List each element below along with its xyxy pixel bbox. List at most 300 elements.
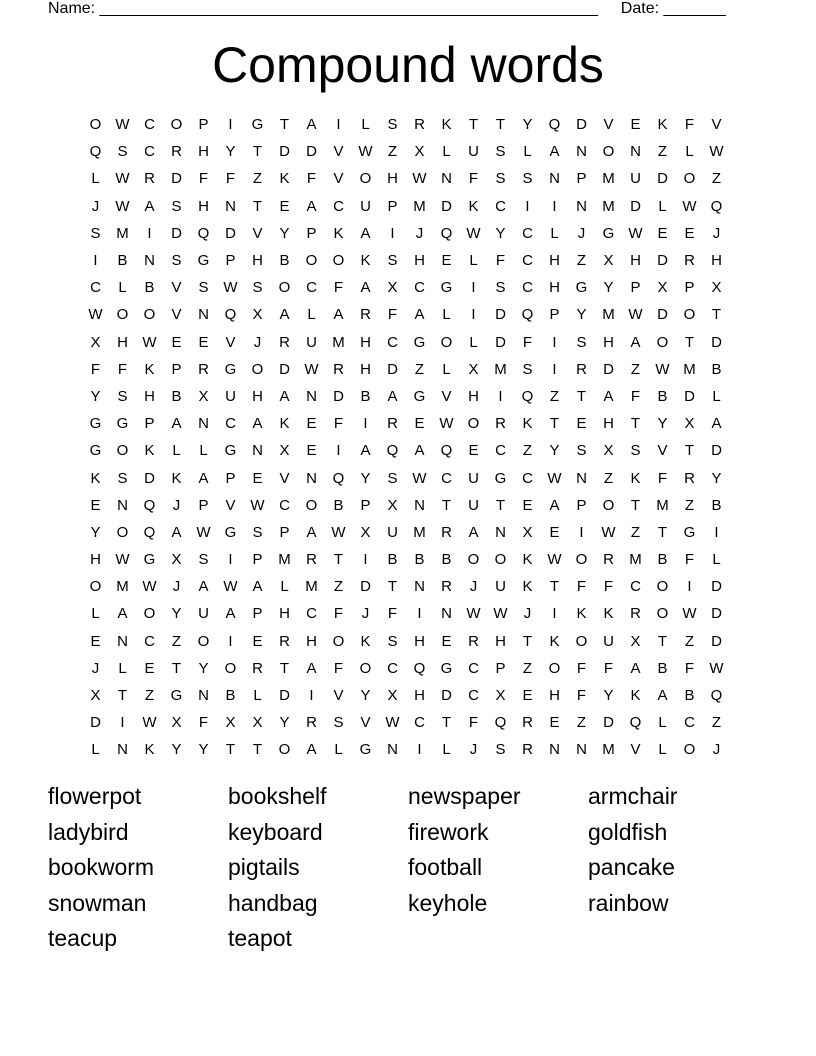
grid-letter[interactable]: D <box>495 333 506 351</box>
grid-letter[interactable]: A <box>603 387 614 405</box>
grid-letter[interactable]: T <box>252 143 263 161</box>
grid-letter[interactable]: N <box>576 741 587 759</box>
grid-letter[interactable]: W <box>250 496 265 514</box>
grid-letter[interactable]: E <box>414 415 425 433</box>
grid-letter[interactable]: C <box>495 442 506 460</box>
grid-letter[interactable]: O <box>89 116 102 134</box>
grid-letter[interactable]: L <box>442 306 451 324</box>
grid-letter[interactable]: F <box>576 659 587 677</box>
grid-letter[interactable]: O <box>683 306 696 324</box>
grid-letter[interactable]: R <box>576 360 587 378</box>
grid-letter[interactable]: H <box>252 387 263 405</box>
grid-letter[interactable]: V <box>252 224 263 242</box>
grid-letter[interactable]: N <box>198 415 209 433</box>
grid-letter[interactable]: O <box>575 551 588 569</box>
grid-letter[interactable]: D <box>657 306 668 324</box>
grid-letter[interactable]: U <box>603 632 614 650</box>
grid-letter[interactable]: E <box>90 632 101 650</box>
grid-letter[interactable]: B <box>441 551 452 569</box>
grid-letter[interactable]: I <box>363 415 368 433</box>
grid-letter[interactable]: K <box>360 252 371 270</box>
grid-letter[interactable]: Q <box>548 116 561 134</box>
grid-letter[interactable]: L <box>658 714 667 732</box>
grid-letter[interactable]: K <box>522 578 533 596</box>
grid-letter[interactable]: Z <box>657 143 668 161</box>
grid-letter[interactable]: H <box>468 387 479 405</box>
grid-letter[interactable]: H <box>198 143 209 161</box>
grid-letter[interactable]: N <box>549 170 560 188</box>
grid-letter[interactable]: C <box>144 116 155 134</box>
grid-letter[interactable]: A <box>144 197 155 215</box>
grid-letter[interactable]: S <box>333 714 344 732</box>
grid-letter[interactable]: W <box>115 170 130 188</box>
grid-letter[interactable]: N <box>252 442 263 460</box>
grid-letter[interactable]: D <box>360 578 371 596</box>
grid-letter[interactable]: V <box>630 741 641 759</box>
grid-letter[interactable]: K <box>603 605 614 623</box>
grid-letter[interactable]: E <box>657 224 668 242</box>
grid-letter[interactable]: G <box>359 741 372 759</box>
grid-letter[interactable]: C <box>684 714 695 732</box>
grid-letter[interactable]: P <box>252 551 263 569</box>
grid-letter[interactable]: D <box>171 170 182 188</box>
grid-letter[interactable]: L <box>199 442 208 460</box>
grid-letter[interactable]: K <box>549 632 560 650</box>
grid-letter[interactable]: D <box>603 714 614 732</box>
grid-letter[interactable]: Z <box>171 632 182 650</box>
grid-letter[interactable]: R <box>495 415 506 433</box>
grid-letter[interactable]: F <box>495 252 506 270</box>
grid-letter[interactable]: M <box>602 170 615 188</box>
grid-letter[interactable]: S <box>198 279 209 297</box>
grid-letter[interactable]: I <box>579 523 584 541</box>
grid-letter[interactable]: F <box>333 279 344 297</box>
grid-letter[interactable]: Q <box>197 224 210 242</box>
grid-letter[interactable]: E <box>549 523 560 541</box>
grid-letter[interactable]: Q <box>89 143 102 161</box>
grid-letter[interactable]: U <box>225 387 236 405</box>
grid-letter[interactable]: C <box>468 687 479 705</box>
grid-letter[interactable]: D <box>441 197 452 215</box>
grid-letter[interactable]: Q <box>710 197 723 215</box>
grid-letter[interactable]: V <box>441 387 452 405</box>
grid-letter[interactable]: Y <box>576 306 587 324</box>
grid-letter[interactable]: K <box>144 360 155 378</box>
grid-letter[interactable]: L <box>550 224 559 242</box>
grid-letter[interactable]: I <box>390 224 395 242</box>
grid-letter[interactable]: R <box>252 659 263 677</box>
grid-letter[interactable]: L <box>658 741 667 759</box>
grid-letter[interactable]: D <box>657 252 668 270</box>
grid-letter[interactable]: K <box>576 605 587 623</box>
grid-letter[interactable]: C <box>144 632 155 650</box>
grid-letter[interactable]: Z <box>630 360 641 378</box>
grid-letter[interactable]: S <box>576 442 587 460</box>
grid-letter[interactable]: S <box>117 143 128 161</box>
grid-letter[interactable]: T <box>279 116 290 134</box>
grid-letter[interactable]: H <box>549 279 560 297</box>
grid-letter[interactable]: C <box>90 279 101 297</box>
grid-letter[interactable]: D <box>279 687 290 705</box>
grid-letter[interactable]: S <box>495 170 506 188</box>
grid-letter[interactable]: Z <box>711 170 722 188</box>
grid-letter[interactable]: M <box>656 496 669 514</box>
grid-letter[interactable]: P <box>360 496 371 514</box>
grid-letter[interactable]: H <box>603 415 614 433</box>
grid-letter[interactable]: J <box>712 224 721 242</box>
grid-letter[interactable]: M <box>116 578 129 596</box>
grid-letter[interactable]: R <box>522 741 533 759</box>
grid-letter[interactable]: W <box>223 578 238 596</box>
grid-letter[interactable]: I <box>336 116 341 134</box>
grid-letter[interactable]: O <box>224 659 237 677</box>
grid-letter[interactable]: S <box>387 469 398 487</box>
grid-letter[interactable]: Q <box>494 714 507 732</box>
grid-letter[interactable]: Y <box>198 741 209 759</box>
grid-letter[interactable]: I <box>417 605 422 623</box>
grid-letter[interactable]: K <box>522 551 533 569</box>
grid-letter[interactable]: F <box>387 605 398 623</box>
grid-letter[interactable]: Q <box>386 442 399 460</box>
grid-letter[interactable]: A <box>468 523 479 541</box>
grid-letter[interactable]: H <box>414 252 425 270</box>
grid-letter[interactable]: A <box>549 496 560 514</box>
grid-letter[interactable]: C <box>333 197 344 215</box>
grid-letter[interactable]: X <box>171 551 182 569</box>
grid-letter[interactable]: W <box>682 197 697 215</box>
grid-letter[interactable]: A <box>711 415 722 433</box>
grid-letter[interactable]: O <box>89 578 102 596</box>
grid-letter[interactable]: S <box>252 523 263 541</box>
grid-letter[interactable]: F <box>198 714 209 732</box>
grid-letter[interactable]: N <box>576 469 587 487</box>
grid-letter[interactable]: A <box>657 687 668 705</box>
grid-letter[interactable]: D <box>279 360 290 378</box>
grid-letter[interactable]: T <box>387 578 398 596</box>
grid-letter[interactable]: Q <box>413 659 426 677</box>
grid-letter[interactable]: Y <box>279 224 290 242</box>
grid-letter[interactable]: O <box>575 632 588 650</box>
grid-letter[interactable]: C <box>225 415 236 433</box>
grid-letter[interactable]: C <box>522 224 533 242</box>
grid-letter[interactable]: A <box>198 578 209 596</box>
grid-letter[interactable]: L <box>253 687 262 705</box>
grid-letter[interactable]: H <box>279 605 290 623</box>
grid-letter[interactable]: K <box>630 687 641 705</box>
grid-letter[interactable]: X <box>279 442 290 460</box>
grid-letter[interactable]: M <box>413 523 426 541</box>
grid-letter[interactable]: E <box>252 632 263 650</box>
grid-letter[interactable]: X <box>171 714 182 732</box>
grid-letter[interactable]: J <box>469 741 478 759</box>
grid-letter[interactable]: Q <box>521 387 534 405</box>
grid-letter[interactable]: V <box>225 496 236 514</box>
grid-letter[interactable]: X <box>225 714 236 732</box>
grid-letter[interactable]: M <box>683 360 696 378</box>
grid-letter[interactable]: V <box>279 469 290 487</box>
grid-letter[interactable]: F <box>387 306 398 324</box>
grid-letter[interactable]: W <box>439 415 454 433</box>
grid-letter[interactable]: V <box>360 714 371 732</box>
grid-letter[interactable]: Z <box>684 496 695 514</box>
grid-letter[interactable]: K <box>279 170 290 188</box>
grid-letter[interactable]: S <box>495 143 506 161</box>
grid-letter[interactable]: S <box>522 360 533 378</box>
grid-letter[interactable]: R <box>468 632 479 650</box>
grid-letter[interactable]: V <box>657 442 668 460</box>
grid-letter[interactable]: R <box>306 551 317 569</box>
grid-letter[interactable]: Z <box>522 659 533 677</box>
grid-letter[interactable]: F <box>306 170 317 188</box>
grid-letter[interactable]: U <box>630 170 641 188</box>
grid-letter[interactable]: X <box>684 415 695 433</box>
grid-letter[interactable]: Q <box>629 714 642 732</box>
grid-letter[interactable]: F <box>603 659 614 677</box>
grid-letter[interactable]: Y <box>90 387 101 405</box>
grid-letter[interactable]: I <box>498 387 503 405</box>
grid-letter[interactable]: Q <box>143 523 156 541</box>
grid-letter[interactable]: W <box>115 116 130 134</box>
grid-letter[interactable]: A <box>198 469 209 487</box>
grid-letter[interactable]: A <box>360 279 371 297</box>
grid-letter[interactable]: O <box>170 116 183 134</box>
grid-letter[interactable]: F <box>657 469 668 487</box>
grid-letter[interactable]: V <box>711 116 722 134</box>
grid-letter[interactable]: Y <box>171 741 182 759</box>
grid-letter[interactable]: T <box>549 578 560 596</box>
grid-letter[interactable]: R <box>441 523 452 541</box>
grid-letter[interactable]: C <box>414 279 425 297</box>
grid-letter[interactable]: E <box>144 659 155 677</box>
grid-letter[interactable]: O <box>602 496 615 514</box>
grid-letter[interactable]: T <box>630 496 641 514</box>
grid-letter[interactable]: X <box>603 442 614 460</box>
grid-letter[interactable]: T <box>252 197 263 215</box>
grid-letter[interactable]: H <box>360 333 371 351</box>
grid-letter[interactable]: L <box>118 279 127 297</box>
grid-letter[interactable]: O <box>278 741 291 759</box>
grid-letter[interactable]: J <box>469 578 478 596</box>
grid-letter[interactable]: Z <box>576 252 587 270</box>
grid-letter[interactable]: X <box>387 279 398 297</box>
grid-letter[interactable]: X <box>90 333 101 351</box>
grid-letter[interactable]: B <box>711 496 722 514</box>
grid-letter[interactable]: F <box>576 687 587 705</box>
grid-letter[interactable]: W <box>304 360 319 378</box>
grid-letter[interactable]: X <box>657 279 668 297</box>
grid-letter[interactable]: Q <box>521 306 534 324</box>
grid-letter[interactable]: O <box>656 605 669 623</box>
grid-letter[interactable]: R <box>279 333 290 351</box>
grid-letter[interactable]: B <box>387 551 398 569</box>
grid-letter[interactable]: B <box>711 360 722 378</box>
grid-letter[interactable]: X <box>603 252 614 270</box>
grid-letter[interactable]: O <box>467 551 480 569</box>
grid-letter[interactable]: J <box>172 496 181 514</box>
grid-letter[interactable]: P <box>576 496 587 514</box>
grid-letter[interactable]: W <box>547 469 562 487</box>
grid-letter[interactable]: Q <box>224 306 237 324</box>
grid-letter[interactable]: V <box>603 116 614 134</box>
grid-letter[interactable]: J <box>172 578 181 596</box>
grid-letter[interactable]: L <box>442 741 451 759</box>
grid-letter[interactable]: L <box>658 197 667 215</box>
grid-letter[interactable]: L <box>91 170 100 188</box>
grid-letter[interactable]: C <box>522 279 533 297</box>
grid-letter[interactable]: G <box>224 523 237 541</box>
grid-letter[interactable]: P <box>144 415 155 433</box>
grid-letter[interactable]: F <box>90 360 101 378</box>
grid-letter[interactable]: D <box>630 197 641 215</box>
grid-letter[interactable]: G <box>116 415 129 433</box>
grid-letter[interactable]: N <box>144 252 155 270</box>
grid-letter[interactable]: K <box>171 469 182 487</box>
grid-letter[interactable]: H <box>630 252 641 270</box>
grid-letter[interactable]: J <box>523 605 532 623</box>
grid-letter[interactable]: O <box>278 279 291 297</box>
grid-letter[interactable]: W <box>115 551 130 569</box>
grid-letter[interactable]: Z <box>711 714 722 732</box>
grid-letter[interactable]: N <box>576 143 587 161</box>
grid-letter[interactable]: R <box>144 170 155 188</box>
grid-letter[interactable]: O <box>548 659 561 677</box>
grid-letter[interactable]: Y <box>495 224 506 242</box>
grid-letter[interactable]: X <box>495 687 506 705</box>
grid-letter[interactable]: S <box>90 224 101 242</box>
grid-letter[interactable]: N <box>117 632 128 650</box>
grid-letter[interactable]: J <box>361 605 370 623</box>
grid-letter[interactable]: I <box>147 224 152 242</box>
grid-letter[interactable]: B <box>657 659 668 677</box>
grid-letter[interactable]: L <box>442 360 451 378</box>
grid-letter[interactable]: R <box>387 415 398 433</box>
grid-letter[interactable]: Z <box>252 170 263 188</box>
grid-letter[interactable]: R <box>603 551 614 569</box>
grid-letter[interactable]: O <box>602 143 615 161</box>
grid-letter[interactable]: Z <box>144 687 155 705</box>
grid-letter[interactable]: H <box>90 551 101 569</box>
grid-letter[interactable]: T <box>549 415 560 433</box>
grid-letter[interactable]: N <box>441 605 452 623</box>
grid-letter[interactable]: Y <box>711 469 722 487</box>
grid-letter[interactable]: T <box>630 415 641 433</box>
grid-letter[interactable]: A <box>630 333 641 351</box>
grid-letter[interactable]: K <box>279 415 290 433</box>
grid-letter[interactable]: K <box>657 116 668 134</box>
grid-letter[interactable]: P <box>198 116 209 134</box>
grid-letter[interactable]: G <box>440 659 453 677</box>
grid-letter[interactable]: H <box>549 252 560 270</box>
grid-letter[interactable]: E <box>306 442 317 460</box>
grid-letter[interactable]: A <box>279 387 290 405</box>
grid-letter[interactable]: Q <box>710 687 723 705</box>
grid-letter[interactable]: F <box>522 333 533 351</box>
grid-letter[interactable]: U <box>468 143 479 161</box>
grid-letter[interactable]: O <box>116 523 129 541</box>
grid-letter[interactable]: D <box>171 224 182 242</box>
grid-letter[interactable]: P <box>576 170 587 188</box>
grid-letter[interactable]: W <box>466 224 481 242</box>
grid-letter[interactable]: W <box>493 605 508 623</box>
grid-letter[interactable]: A <box>252 415 263 433</box>
grid-letter[interactable]: B <box>414 551 425 569</box>
grid-letter[interactable]: S <box>522 170 533 188</box>
grid-letter[interactable]: Y <box>522 116 533 134</box>
grid-letter[interactable]: A <box>171 523 182 541</box>
grid-letter[interactable]: T <box>441 714 452 732</box>
grid-letter[interactable]: I <box>336 442 341 460</box>
grid-letter[interactable]: N <box>576 197 587 215</box>
grid-letter[interactable]: G <box>494 469 507 487</box>
grid-letter[interactable]: O <box>197 632 210 650</box>
grid-letter[interactable]: X <box>522 523 533 541</box>
grid-letter[interactable]: G <box>602 224 615 242</box>
grid-letter[interactable]: A <box>360 224 371 242</box>
grid-letter[interactable]: C <box>522 469 533 487</box>
grid-letter[interactable]: A <box>306 659 317 677</box>
grid-letter[interactable]: E <box>441 632 452 650</box>
grid-letter[interactable]: X <box>252 714 263 732</box>
grid-letter[interactable]: N <box>495 523 506 541</box>
grid-letter[interactable]: R <box>441 578 452 596</box>
grid-letter[interactable]: Z <box>630 523 641 541</box>
grid-letter[interactable]: C <box>144 143 155 161</box>
grid-letter[interactable]: G <box>413 333 426 351</box>
grid-letter[interactable]: L <box>712 551 721 569</box>
grid-letter[interactable]: I <box>552 360 557 378</box>
grid-letter[interactable]: Z <box>414 360 425 378</box>
grid-letter[interactable]: L <box>442 143 451 161</box>
grid-letter[interactable]: O <box>494 551 507 569</box>
grid-letter[interactable]: S <box>117 469 128 487</box>
grid-letter[interactable]: W <box>88 306 103 324</box>
grid-letter[interactable]: M <box>278 551 291 569</box>
grid-letter[interactable]: F <box>630 387 641 405</box>
grid-letter[interactable]: R <box>522 714 533 732</box>
grid-letter[interactable]: W <box>115 197 130 215</box>
grid-letter[interactable]: P <box>549 306 560 324</box>
grid-letter[interactable]: N <box>117 496 128 514</box>
grid-letter[interactable]: V <box>333 687 344 705</box>
grid-letter[interactable]: C <box>468 659 479 677</box>
grid-letter[interactable]: H <box>306 632 317 650</box>
grid-letter[interactable]: T <box>333 551 344 569</box>
grid-letter[interactable]: M <box>332 333 345 351</box>
grid-letter[interactable]: M <box>413 197 426 215</box>
grid-letter[interactable]: Y <box>225 143 236 161</box>
grid-letter[interactable]: G <box>224 360 237 378</box>
grid-letter[interactable]: T <box>522 632 533 650</box>
grid-letter[interactable]: A <box>414 442 425 460</box>
grid-letter[interactable]: F <box>198 170 209 188</box>
grid-letter[interactable]: X <box>387 496 398 514</box>
grid-letter[interactable]: W <box>466 605 481 623</box>
grid-letter[interactable]: F <box>225 170 236 188</box>
grid-letter[interactable]: L <box>523 143 532 161</box>
grid-letter[interactable]: P <box>225 252 236 270</box>
grid-letter[interactable]: T <box>657 632 668 650</box>
grid-letter[interactable]: Z <box>333 578 344 596</box>
grid-letter[interactable]: D <box>90 714 101 732</box>
grid-letter[interactable]: C <box>279 496 290 514</box>
grid-letter[interactable]: F <box>576 578 587 596</box>
grid-letter[interactable]: E <box>306 415 317 433</box>
grid-letter[interactable]: S <box>387 632 398 650</box>
grid-letter[interactable]: T <box>576 387 587 405</box>
grid-letter[interactable]: E <box>441 252 452 270</box>
grid-letter[interactable]: I <box>552 333 557 351</box>
grid-letter[interactable]: F <box>468 170 479 188</box>
